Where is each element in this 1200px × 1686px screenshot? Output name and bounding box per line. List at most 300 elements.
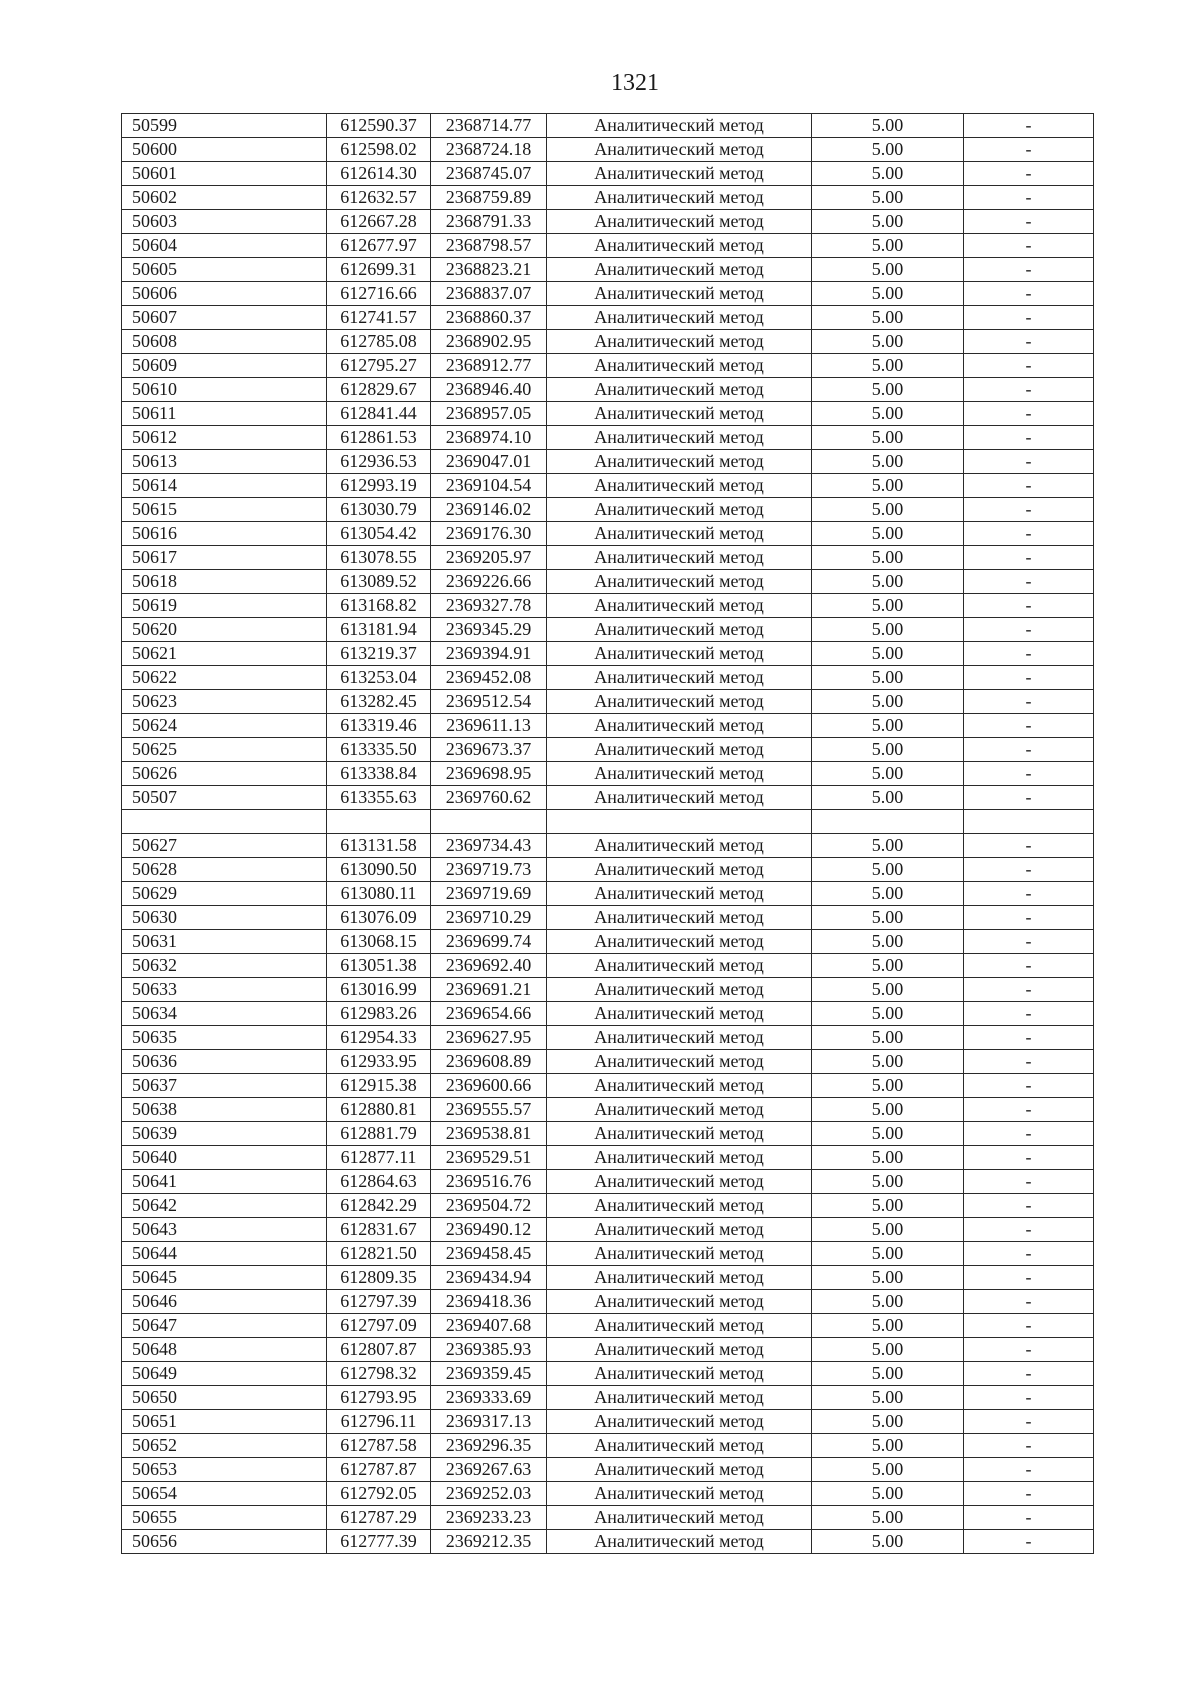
method-cell: Аналитический метод bbox=[547, 570, 812, 594]
method-cell: Аналитический метод bbox=[547, 594, 812, 618]
value-cell: 5.00 bbox=[812, 762, 964, 786]
method-cell: Аналитический метод bbox=[547, 738, 812, 762]
x-coordinate-cell: 612614.30 bbox=[327, 162, 431, 186]
x-coordinate-cell: 612861.53 bbox=[327, 426, 431, 450]
value-cell: 5.00 bbox=[812, 426, 964, 450]
y-coordinate-cell: 2369212.35 bbox=[431, 1530, 547, 1554]
x-coordinate-cell: 613078.55 bbox=[327, 546, 431, 570]
point-id-cell: 50599 bbox=[122, 114, 327, 138]
value-cell: 5.00 bbox=[812, 978, 964, 1002]
y-coordinate-cell: 2369296.35 bbox=[431, 1434, 547, 1458]
table-row bbox=[122, 906, 1094, 930]
point-id-cell: 50651 bbox=[122, 1410, 327, 1434]
point-id-cell: 50631 bbox=[122, 930, 327, 954]
value-cell: 5.00 bbox=[812, 618, 964, 642]
table-row bbox=[122, 1122, 1094, 1146]
method-cell: Аналитический метод bbox=[547, 1386, 812, 1410]
method-cell: Аналитический метод bbox=[547, 1458, 812, 1482]
point-id-cell: 50652 bbox=[122, 1434, 327, 1458]
y-coordinate-cell: 2369654.66 bbox=[431, 1002, 547, 1026]
x-coordinate-cell: 612677.97 bbox=[327, 234, 431, 258]
y-coordinate-cell: 2369710.29 bbox=[431, 906, 547, 930]
value-cell: 5.00 bbox=[812, 1242, 964, 1266]
y-coordinate-cell: 2369047.01 bbox=[431, 450, 547, 474]
note-cell: - bbox=[964, 162, 1094, 186]
y-coordinate-cell: 2369760.62 bbox=[431, 786, 547, 810]
note-cell: - bbox=[964, 306, 1094, 330]
value-cell: 5.00 bbox=[812, 1482, 964, 1506]
point-id-cell: 50617 bbox=[122, 546, 327, 570]
value-cell: 5.00 bbox=[812, 1146, 964, 1170]
table-row bbox=[122, 426, 1094, 450]
table-row bbox=[122, 834, 1094, 858]
value-cell: 5.00 bbox=[812, 1098, 964, 1122]
note-cell: - bbox=[964, 930, 1094, 954]
point-id-cell bbox=[122, 810, 327, 834]
y-coordinate-cell: 2368724.18 bbox=[431, 138, 547, 162]
note-cell: - bbox=[964, 138, 1094, 162]
x-coordinate-cell: 612881.79 bbox=[327, 1122, 431, 1146]
value-cell: 5.00 bbox=[812, 1434, 964, 1458]
note-cell: - bbox=[964, 954, 1094, 978]
y-coordinate-cell: 2368798.57 bbox=[431, 234, 547, 258]
x-coordinate-cell: 612777.39 bbox=[327, 1530, 431, 1554]
note-cell: - bbox=[964, 690, 1094, 714]
note-cell: - bbox=[964, 474, 1094, 498]
y-coordinate-cell: 2368714.77 bbox=[431, 114, 547, 138]
note-cell: - bbox=[964, 354, 1094, 378]
method-cell: Аналитический метод bbox=[547, 1194, 812, 1218]
method-cell: Аналитический метод bbox=[547, 954, 812, 978]
method-cell: Аналитический метод bbox=[547, 234, 812, 258]
value-cell: 5.00 bbox=[812, 1266, 964, 1290]
method-cell: Аналитический метод bbox=[547, 882, 812, 906]
value-cell: 5.00 bbox=[812, 1002, 964, 1026]
note-cell: - bbox=[964, 570, 1094, 594]
table-row bbox=[122, 1434, 1094, 1458]
point-id-cell: 50624 bbox=[122, 714, 327, 738]
note-cell: - bbox=[964, 1146, 1094, 1170]
method-cell: Аналитический метод bbox=[547, 1410, 812, 1434]
note-cell: - bbox=[964, 498, 1094, 522]
y-coordinate-cell: 2369555.57 bbox=[431, 1098, 547, 1122]
method-cell: Аналитический метод bbox=[547, 1338, 812, 1362]
point-id-cell: 50637 bbox=[122, 1074, 327, 1098]
coordinates-table bbox=[121, 113, 1094, 1554]
value-cell: 5.00 bbox=[812, 1530, 964, 1554]
method-cell: Аналитический метод bbox=[547, 762, 812, 786]
note-cell: - bbox=[964, 618, 1094, 642]
y-coordinate-cell: 2369699.74 bbox=[431, 930, 547, 954]
x-coordinate-cell: 612797.39 bbox=[327, 1290, 431, 1314]
x-coordinate-cell: 613335.50 bbox=[327, 738, 431, 762]
y-coordinate-cell: 2369146.02 bbox=[431, 498, 547, 522]
value-cell: 5.00 bbox=[812, 1050, 964, 1074]
note-cell: - bbox=[964, 330, 1094, 354]
y-coordinate-cell: 2369252.03 bbox=[431, 1482, 547, 1506]
method-cell: Аналитический метод bbox=[547, 1434, 812, 1458]
point-id-cell: 50653 bbox=[122, 1458, 327, 1482]
value-cell: 5.00 bbox=[812, 258, 964, 282]
table-row bbox=[122, 1194, 1094, 1218]
table-row bbox=[122, 498, 1094, 522]
value-cell: 5.00 bbox=[812, 1506, 964, 1530]
method-cell: Аналитический метод bbox=[547, 282, 812, 306]
table-row bbox=[122, 978, 1094, 1002]
note-cell: - bbox=[964, 1194, 1094, 1218]
note-cell: - bbox=[964, 1338, 1094, 1362]
note-cell: - bbox=[964, 1434, 1094, 1458]
method-cell: Аналитический метод bbox=[547, 450, 812, 474]
y-coordinate-cell: 2369512.54 bbox=[431, 690, 547, 714]
x-coordinate-cell: 612798.32 bbox=[327, 1362, 431, 1386]
table-row bbox=[122, 642, 1094, 666]
point-id-cell: 50605 bbox=[122, 258, 327, 282]
value-cell: 5.00 bbox=[812, 1194, 964, 1218]
point-id-cell: 50507 bbox=[122, 786, 327, 810]
y-coordinate-cell: 2369317.13 bbox=[431, 1410, 547, 1434]
x-coordinate-cell: 613089.52 bbox=[327, 570, 431, 594]
note-cell: - bbox=[964, 522, 1094, 546]
y-coordinate-cell: 2369205.97 bbox=[431, 546, 547, 570]
value-cell: 5.00 bbox=[812, 1314, 964, 1338]
point-id-cell: 50611 bbox=[122, 402, 327, 426]
x-coordinate-cell: 613080.11 bbox=[327, 882, 431, 906]
point-id-cell: 50625 bbox=[122, 738, 327, 762]
note-cell: - bbox=[964, 1170, 1094, 1194]
note-cell: - bbox=[964, 762, 1094, 786]
method-cell bbox=[547, 810, 812, 834]
method-cell: Аналитический метод bbox=[547, 162, 812, 186]
table-row bbox=[122, 954, 1094, 978]
value-cell: 5.00 bbox=[812, 834, 964, 858]
x-coordinate-cell: 612741.57 bbox=[327, 306, 431, 330]
value-cell: 5.00 bbox=[812, 1122, 964, 1146]
method-cell: Аналитический метод bbox=[547, 1362, 812, 1386]
note-cell: - bbox=[964, 1074, 1094, 1098]
note-cell: - bbox=[964, 1002, 1094, 1026]
value-cell: 5.00 bbox=[812, 570, 964, 594]
y-coordinate-cell: 2368902.95 bbox=[431, 330, 547, 354]
x-coordinate-cell: 613016.99 bbox=[327, 978, 431, 1002]
method-cell: Аналитический метод bbox=[547, 498, 812, 522]
method-cell: Аналитический метод bbox=[547, 1026, 812, 1050]
note-cell: - bbox=[964, 906, 1094, 930]
x-coordinate-cell: 612787.58 bbox=[327, 1434, 431, 1458]
x-coordinate-cell: 613219.37 bbox=[327, 642, 431, 666]
method-cell: Аналитический метод bbox=[547, 1482, 812, 1506]
method-cell: Аналитический метод bbox=[547, 210, 812, 234]
value-cell bbox=[812, 810, 964, 834]
point-id-cell: 50646 bbox=[122, 1290, 327, 1314]
value-cell: 5.00 bbox=[812, 1338, 964, 1362]
x-coordinate-cell: 613090.50 bbox=[327, 858, 431, 882]
point-id-cell: 50636 bbox=[122, 1050, 327, 1074]
table-row bbox=[122, 618, 1094, 642]
x-coordinate-cell: 612933.95 bbox=[327, 1050, 431, 1074]
coordinates-table-body bbox=[122, 114, 1094, 1554]
y-coordinate-cell: 2368791.33 bbox=[431, 210, 547, 234]
point-id-cell: 50612 bbox=[122, 426, 327, 450]
value-cell: 5.00 bbox=[812, 954, 964, 978]
note-cell: - bbox=[964, 282, 1094, 306]
table-row bbox=[122, 1026, 1094, 1050]
y-coordinate-cell: 2369385.93 bbox=[431, 1338, 547, 1362]
point-id-cell: 50644 bbox=[122, 1242, 327, 1266]
point-id-cell: 50604 bbox=[122, 234, 327, 258]
table-row bbox=[122, 1338, 1094, 1362]
note-cell: - bbox=[964, 1290, 1094, 1314]
value-cell: 5.00 bbox=[812, 906, 964, 930]
x-coordinate-cell: 612792.05 bbox=[327, 1482, 431, 1506]
value-cell: 5.00 bbox=[812, 282, 964, 306]
note-cell: - bbox=[964, 714, 1094, 738]
point-id-cell: 50626 bbox=[122, 762, 327, 786]
y-coordinate-cell: 2368759.89 bbox=[431, 186, 547, 210]
method-cell: Аналитический метод bbox=[547, 402, 812, 426]
x-coordinate-cell: 612864.63 bbox=[327, 1170, 431, 1194]
x-coordinate-cell: 613282.45 bbox=[327, 690, 431, 714]
x-coordinate-cell: 612716.66 bbox=[327, 282, 431, 306]
note-cell: - bbox=[964, 1410, 1094, 1434]
table-row bbox=[122, 1050, 1094, 1074]
point-id-cell: 50613 bbox=[122, 450, 327, 474]
x-coordinate-cell: 612793.95 bbox=[327, 1386, 431, 1410]
y-coordinate-cell: 2369104.54 bbox=[431, 474, 547, 498]
y-coordinate-cell: 2369267.63 bbox=[431, 1458, 547, 1482]
value-cell: 5.00 bbox=[812, 1362, 964, 1386]
table-row bbox=[122, 1482, 1094, 1506]
note-cell: - bbox=[964, 210, 1094, 234]
point-id-cell: 50633 bbox=[122, 978, 327, 1002]
value-cell: 5.00 bbox=[812, 1170, 964, 1194]
x-coordinate-cell: 612954.33 bbox=[327, 1026, 431, 1050]
x-coordinate-cell: 613068.15 bbox=[327, 930, 431, 954]
x-coordinate-cell: 613319.46 bbox=[327, 714, 431, 738]
value-cell: 5.00 bbox=[812, 474, 964, 498]
table-row bbox=[122, 258, 1094, 282]
value-cell: 5.00 bbox=[812, 714, 964, 738]
method-cell: Аналитический метод bbox=[547, 1122, 812, 1146]
x-coordinate-cell: 613051.38 bbox=[327, 954, 431, 978]
note-cell: - bbox=[964, 1122, 1094, 1146]
method-cell: Аналитический метод bbox=[547, 258, 812, 282]
note-cell: - bbox=[964, 642, 1094, 666]
value-cell: 5.00 bbox=[812, 786, 964, 810]
x-coordinate-cell: 612787.29 bbox=[327, 1506, 431, 1530]
x-coordinate-cell: 612831.67 bbox=[327, 1218, 431, 1242]
method-cell: Аналитический метод bbox=[547, 378, 812, 402]
y-coordinate-cell: 2369418.36 bbox=[431, 1290, 547, 1314]
point-id-cell: 50607 bbox=[122, 306, 327, 330]
method-cell: Аналитический метод bbox=[547, 1074, 812, 1098]
table-row bbox=[122, 1458, 1094, 1482]
note-cell: - bbox=[964, 234, 1094, 258]
y-coordinate-cell: 2369611.13 bbox=[431, 714, 547, 738]
table-row bbox=[122, 1314, 1094, 1338]
x-coordinate-cell: 612829.67 bbox=[327, 378, 431, 402]
point-id-cell: 50610 bbox=[122, 378, 327, 402]
value-cell: 5.00 bbox=[812, 234, 964, 258]
point-id-cell: 50634 bbox=[122, 1002, 327, 1026]
table-row bbox=[122, 186, 1094, 210]
note-cell: - bbox=[964, 1482, 1094, 1506]
point-id-cell: 50655 bbox=[122, 1506, 327, 1530]
note-cell: - bbox=[964, 666, 1094, 690]
value-cell: 5.00 bbox=[812, 330, 964, 354]
y-coordinate-cell: 2369538.81 bbox=[431, 1122, 547, 1146]
table-row bbox=[122, 690, 1094, 714]
table-row bbox=[122, 474, 1094, 498]
table-row bbox=[122, 114, 1094, 138]
value-cell: 5.00 bbox=[812, 642, 964, 666]
y-coordinate-cell: 2369333.69 bbox=[431, 1386, 547, 1410]
point-id-cell: 50623 bbox=[122, 690, 327, 714]
note-cell: - bbox=[964, 1218, 1094, 1242]
x-coordinate-cell: 613030.79 bbox=[327, 498, 431, 522]
point-id-cell: 50606 bbox=[122, 282, 327, 306]
method-cell: Аналитический метод bbox=[547, 522, 812, 546]
point-id-cell: 50601 bbox=[122, 162, 327, 186]
note-cell: - bbox=[964, 402, 1094, 426]
value-cell: 5.00 bbox=[812, 1386, 964, 1410]
method-cell: Аналитический метод bbox=[547, 930, 812, 954]
table-row bbox=[122, 786, 1094, 810]
point-id-cell: 50620 bbox=[122, 618, 327, 642]
note-cell: - bbox=[964, 1314, 1094, 1338]
point-id-cell: 50630 bbox=[122, 906, 327, 930]
table-row bbox=[122, 738, 1094, 762]
method-cell: Аналитический метод bbox=[547, 330, 812, 354]
method-cell: Аналитический метод bbox=[547, 114, 812, 138]
x-coordinate-cell: 612983.26 bbox=[327, 1002, 431, 1026]
table-row bbox=[122, 450, 1094, 474]
table-row bbox=[122, 1290, 1094, 1314]
note-cell: - bbox=[964, 738, 1094, 762]
method-cell: Аналитический метод bbox=[547, 426, 812, 450]
y-coordinate-cell: 2369529.51 bbox=[431, 1146, 547, 1170]
table-row bbox=[122, 138, 1094, 162]
y-coordinate-cell: 2369516.76 bbox=[431, 1170, 547, 1194]
value-cell: 5.00 bbox=[812, 546, 964, 570]
method-cell: Аналитический метод bbox=[547, 1050, 812, 1074]
x-coordinate-cell: 612796.11 bbox=[327, 1410, 431, 1434]
method-cell: Аналитический метод bbox=[547, 1530, 812, 1554]
value-cell: 5.00 bbox=[812, 738, 964, 762]
x-coordinate-cell: 612993.19 bbox=[327, 474, 431, 498]
note-cell: - bbox=[964, 1506, 1094, 1530]
note-cell: - bbox=[964, 834, 1094, 858]
note-cell: - bbox=[964, 882, 1094, 906]
y-coordinate-cell: 2369490.12 bbox=[431, 1218, 547, 1242]
point-id-cell: 50632 bbox=[122, 954, 327, 978]
value-cell: 5.00 bbox=[812, 1410, 964, 1434]
value-cell: 5.00 bbox=[812, 498, 964, 522]
y-coordinate-cell: 2369233.23 bbox=[431, 1506, 547, 1530]
method-cell: Аналитический метод bbox=[547, 546, 812, 570]
y-coordinate-cell: 2369691.21 bbox=[431, 978, 547, 1002]
point-id-cell: 50638 bbox=[122, 1098, 327, 1122]
method-cell: Аналитический метод bbox=[547, 1098, 812, 1122]
point-id-cell: 50639 bbox=[122, 1122, 327, 1146]
value-cell: 5.00 bbox=[812, 858, 964, 882]
point-id-cell: 50649 bbox=[122, 1362, 327, 1386]
table-row bbox=[122, 522, 1094, 546]
x-coordinate-cell: 613355.63 bbox=[327, 786, 431, 810]
x-coordinate-cell: 612797.09 bbox=[327, 1314, 431, 1338]
table-row bbox=[122, 858, 1094, 882]
note-cell: - bbox=[964, 426, 1094, 450]
point-id-cell: 50642 bbox=[122, 1194, 327, 1218]
x-coordinate-cell: 613054.42 bbox=[327, 522, 431, 546]
table-row bbox=[122, 1242, 1094, 1266]
y-coordinate-cell: 2369345.29 bbox=[431, 618, 547, 642]
note-cell: - bbox=[964, 978, 1094, 1002]
table-row bbox=[122, 666, 1094, 690]
x-coordinate-cell: 612667.28 bbox=[327, 210, 431, 234]
point-id-cell: 50629 bbox=[122, 882, 327, 906]
value-cell: 5.00 bbox=[812, 378, 964, 402]
table-row bbox=[122, 1098, 1094, 1122]
y-coordinate-cell: 2368837.07 bbox=[431, 282, 547, 306]
y-coordinate-cell: 2369394.91 bbox=[431, 642, 547, 666]
note-cell: - bbox=[964, 858, 1094, 882]
table-row bbox=[122, 1146, 1094, 1170]
x-coordinate-cell: 613181.94 bbox=[327, 618, 431, 642]
method-cell: Аналитический метод bbox=[547, 618, 812, 642]
y-coordinate-cell: 2369698.95 bbox=[431, 762, 547, 786]
table-row bbox=[122, 930, 1094, 954]
y-coordinate-cell: 2369734.43 bbox=[431, 834, 547, 858]
method-cell: Аналитический метод bbox=[547, 906, 812, 930]
x-coordinate-cell: 612821.50 bbox=[327, 1242, 431, 1266]
note-cell: - bbox=[964, 378, 1094, 402]
y-coordinate-cell: 2369407.68 bbox=[431, 1314, 547, 1338]
point-id-cell: 50619 bbox=[122, 594, 327, 618]
note-cell: - bbox=[964, 1362, 1094, 1386]
y-coordinate-cell: 2369327.78 bbox=[431, 594, 547, 618]
point-id-cell: 50635 bbox=[122, 1026, 327, 1050]
page-number: 1321 bbox=[611, 70, 659, 96]
y-coordinate-cell: 2368957.05 bbox=[431, 402, 547, 426]
point-id-cell: 50616 bbox=[122, 522, 327, 546]
value-cell: 5.00 bbox=[812, 138, 964, 162]
method-cell: Аналитический метод bbox=[547, 1266, 812, 1290]
table-row bbox=[122, 1170, 1094, 1194]
value-cell: 5.00 bbox=[812, 450, 964, 474]
x-coordinate-cell: 612699.31 bbox=[327, 258, 431, 282]
x-coordinate-cell: 612787.87 bbox=[327, 1458, 431, 1482]
method-cell: Аналитический метод bbox=[547, 666, 812, 690]
table-row bbox=[122, 282, 1094, 306]
x-coordinate-cell: 613076.09 bbox=[327, 906, 431, 930]
method-cell: Аналитический метод bbox=[547, 786, 812, 810]
point-id-cell: 50608 bbox=[122, 330, 327, 354]
method-cell: Аналитический метод bbox=[547, 978, 812, 1002]
method-cell: Аналитический метод bbox=[547, 642, 812, 666]
point-id-cell: 50618 bbox=[122, 570, 327, 594]
x-coordinate-cell: 612841.44 bbox=[327, 402, 431, 426]
table-row bbox=[122, 1386, 1094, 1410]
y-coordinate-cell: 2369692.40 bbox=[431, 954, 547, 978]
x-coordinate-cell: 612842.29 bbox=[327, 1194, 431, 1218]
note-cell: - bbox=[964, 186, 1094, 210]
method-cell: Аналитический метод bbox=[547, 714, 812, 738]
method-cell: Аналитический метод bbox=[547, 1242, 812, 1266]
table-row bbox=[122, 402, 1094, 426]
x-coordinate-cell: 613131.58 bbox=[327, 834, 431, 858]
x-coordinate-cell: 613338.84 bbox=[327, 762, 431, 786]
